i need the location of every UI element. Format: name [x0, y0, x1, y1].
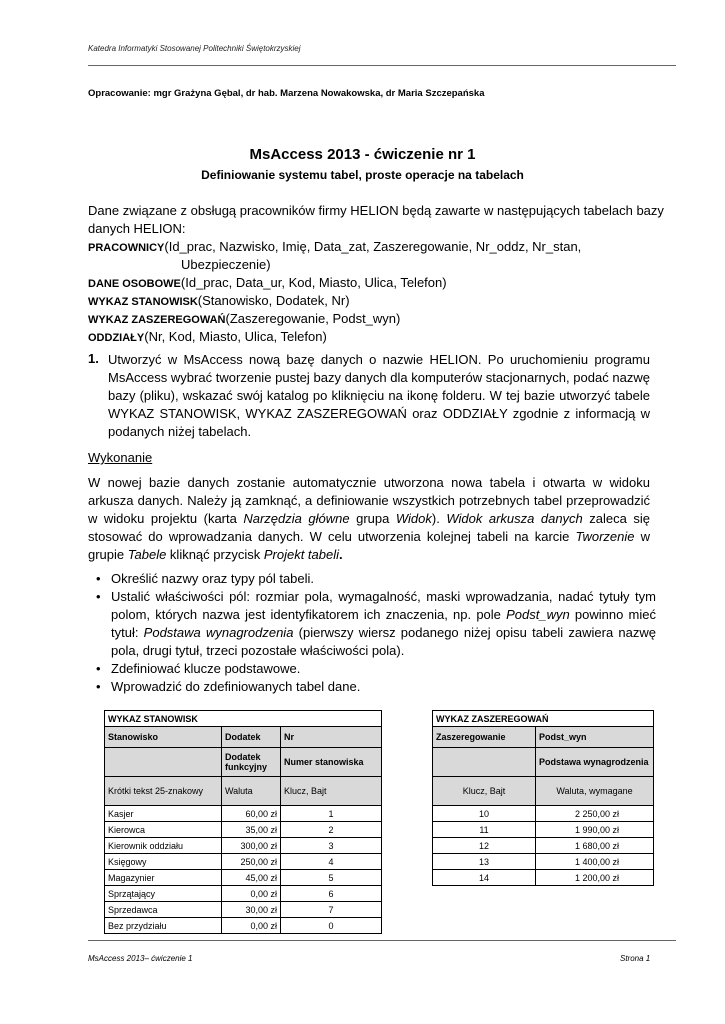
- table-cell: Magazynier: [105, 870, 222, 886]
- list-item: [88, 570, 668, 588]
- table-cell: 3: [281, 838, 382, 854]
- table-row: [433, 870, 654, 886]
- table-cell: Kierownik oddziału: [105, 838, 222, 854]
- schema-oddzialy: [88, 328, 327, 347]
- schema-pracownicy-cont: Ubezpieczenie): [181, 257, 271, 272]
- column-header: Nr: [281, 727, 382, 748]
- list-item-text: Określić nazwy oraz typy pól tabeli.: [111, 571, 315, 586]
- table-cell: 4: [281, 854, 382, 870]
- table-row: [433, 838, 654, 854]
- table-cell: Bez przydziału: [105, 918, 222, 934]
- table-cell: 1: [281, 806, 382, 822]
- page-number: Strona 1: [620, 954, 651, 963]
- schema-fields: (Zaszeregowanie, Podst_wyn): [225, 311, 401, 326]
- schema-name: WYKAZ ZASZEREGOWAŃ: [88, 314, 226, 326]
- table-row: [105, 806, 382, 822]
- schema-name: PRACOWNICY: [88, 242, 165, 254]
- schema-name: DANE OSOBOWE: [88, 278, 181, 290]
- table-cell: 0,00 zł: [222, 918, 281, 934]
- text-run: kliknąć przycisk: [166, 547, 264, 562]
- column-caption: Podstawa wynagrodzenia: [536, 748, 654, 777]
- schema-fields: (Stanowisko, Dodatek, Nr): [197, 293, 350, 308]
- bullet-icon: •: [96, 571, 101, 586]
- table-cell: 6: [281, 886, 382, 902]
- text-run-italic: Widok arkusza danych: [446, 511, 583, 526]
- instruction-list: [88, 570, 668, 696]
- table-row: [105, 870, 382, 886]
- table-cell: 300,00 zł: [222, 838, 281, 854]
- table-cell: Księgowy: [105, 854, 222, 870]
- schema-name: WYKAZ STANOWISK: [88, 296, 198, 308]
- table-cell: Kierowca: [105, 822, 222, 838]
- table-cell: 250,00 zł: [222, 854, 281, 870]
- table-cell: 1 400,00 zł: [536, 854, 654, 870]
- list-item-text: [111, 588, 656, 660]
- table-cell: Sprzedawca: [105, 902, 222, 918]
- text-run: Ustalić właściwości pól: rozmiar pola, wymagalność, maski wprowadzania, nadać tytuły tym polom, których nazwa jest identyfikatorem ich znaczenia, np. pole: [111, 589, 656, 622]
- text-run-italic: Tworzenie: [575, 529, 635, 544]
- text-run-italic: Podstawa wynagrodzenia: [143, 625, 294, 640]
- text-run: .: [339, 547, 343, 562]
- wykonanie-paragraph: [88, 474, 650, 564]
- bullet-icon: •: [96, 661, 101, 676]
- column-caption: [433, 748, 536, 777]
- table-wykaz-stanowisk: [104, 710, 382, 934]
- table-cell: Kasjer: [105, 806, 222, 822]
- task-number: 1.: [88, 351, 99, 366]
- table-cell: 1 680,00 zł: [536, 838, 654, 854]
- table-row: [105, 822, 382, 838]
- table-cell: 7: [281, 902, 382, 918]
- intro-paragraph: Dane związane z obsługą pracowników firmy HELION będą zawarte w następujących tabelach bazy danych HELION:: [88, 203, 664, 236]
- table-row: [105, 886, 382, 902]
- table-wykaz-zaszeregowan: [432, 710, 654, 886]
- table-cell: 60,00 zł: [222, 806, 281, 822]
- text-run: (pierwszy wiersz podanego niżej opisu tabeli zawiera nazwę pola, drugi tytuł, trzeci pozostałe właściwości pola).: [111, 625, 656, 658]
- column-properties: Klucz, Bajt: [433, 777, 536, 806]
- column-properties: Krótki tekst 25-znakowy: [105, 777, 222, 806]
- text-run: grupa: [349, 511, 396, 526]
- table-cell: 12: [433, 838, 536, 854]
- column-properties: Klucz, Bajt: [281, 777, 382, 806]
- table-cell: 0,00 zł: [222, 886, 281, 902]
- table-row: [105, 918, 382, 934]
- task-1-text: Utworzyć w MsAccess nową bazę danych o nazwie HELION. Po uruchomieniu programu MsAccess wybrać tworzenie pustej bazy danych dla komputerów stacjonarnych, podać nazwę bazy (pliku), wskazać swój katalog po kliknięciu na ikonę folderu. W tej bazie utworzyć tabele WYKAZ STANOWISK, WYKAZ ZASZEREGOWAŃ oraz ODDZIAŁY zgodnie z informacją w podanych niżej tabelach.: [108, 352, 650, 439]
- table-cell: 2: [281, 822, 382, 838]
- table-cell: 2 250,00 zł: [536, 806, 654, 822]
- text-run: W nowej bazie danych zostanie automatycznie utworzona nowa tabela i otwarta w widoku arkusza danych. Należy ją zamknąć, a definiowanie wszystkich potrzebnych tabel przeprowadzić w widoku projektu (karta: [88, 475, 650, 526]
- list-item: [88, 678, 668, 696]
- list-item: [88, 660, 668, 678]
- table-row: [433, 806, 654, 822]
- schema-fields: (Id_prac, Nazwisko, Imię, Data_zat, Zaszeregowanie, Nr_oddz, Nr_stan,: [164, 239, 582, 254]
- schema-name: ODDZIAŁY: [88, 332, 145, 344]
- list-item: [88, 588, 656, 660]
- table-row: [105, 902, 382, 918]
- column-header: Podst_wyn: [536, 727, 654, 748]
- schema-wykaz-zaszeregowan: [88, 310, 400, 329]
- text-run-italic: Podst_wyn: [506, 607, 570, 622]
- column-properties: Waluta: [222, 777, 281, 806]
- bullet-icon: •: [96, 679, 101, 694]
- column-properties: Waluta, wymagane: [536, 777, 654, 806]
- column-caption: Numer stanowiska: [281, 748, 382, 777]
- text-run-italic: Widok: [395, 511, 432, 526]
- text-run: ).: [431, 511, 447, 526]
- column-header: Stanowisko: [105, 727, 222, 748]
- text-run: zaleca się stosować do wprowadzania danych. W celu utworzenia kolejnej tabeli na karcie: [88, 511, 650, 544]
- schema-pracownicy: [88, 238, 581, 257]
- table-cell: 1 990,00 zł: [536, 822, 654, 838]
- document-title: MsAccess 2013 - ćwiczenie nr 1: [249, 146, 476, 163]
- header-rule: [88, 65, 676, 66]
- table-row: [433, 822, 654, 838]
- footer-rule: [88, 940, 676, 941]
- table-row: [105, 854, 382, 870]
- table-cell: 30,00 zł: [222, 902, 281, 918]
- text-run: powinno mieć tytuł:: [111, 607, 656, 640]
- table-cell: 45,00 zł: [222, 870, 281, 886]
- table-cell: Sprzątający: [105, 886, 222, 902]
- table-cell: 11: [433, 822, 536, 838]
- schema-wykaz-stanowisk: [88, 292, 350, 311]
- table-row: [105, 838, 382, 854]
- text-run-italic: Projekt tabeli: [263, 547, 339, 562]
- table-cell: 35,00 zł: [222, 822, 281, 838]
- table-cell: 1 200,00 zł: [536, 870, 654, 886]
- column-caption: Dodatek funkcyjny: [222, 748, 281, 777]
- page-header: Katedra Informatyki Stosowanej Politechniki Świętokrzyskiej: [88, 44, 301, 53]
- column-header: Zaszeregowanie: [433, 727, 536, 748]
- bullet-icon: •: [96, 589, 101, 604]
- table-cell: 14: [433, 870, 536, 886]
- column-header: Dodatek: [222, 727, 281, 748]
- table-title: WYKAZ STANOWISK: [105, 711, 382, 727]
- text-run-italic: Narzędzia główne: [243, 511, 350, 526]
- table-cell: 13: [433, 854, 536, 870]
- table-cell: 5: [281, 870, 382, 886]
- authors-line: Opracowanie: mgr Grażyna Gębal, dr hab. Marzena Nowakowska, dr Maria Szczepańska: [88, 88, 485, 99]
- table-cell: 10: [433, 806, 536, 822]
- schema-fields: (Id_prac, Data_ur, Kod, Miasto, Ulica, Telefon): [180, 275, 447, 290]
- schema-fields: (Nr, Kod, Miasto, Ulica, Telefon): [144, 329, 327, 344]
- schema-dane-osobowe: [88, 274, 447, 293]
- column-caption: [105, 748, 222, 777]
- text-run: w grupie: [88, 529, 650, 562]
- document-subtitle: Definiowanie systemu tabel, proste operacje na tabelach: [201, 168, 524, 182]
- text-run-italic: Tabele: [127, 547, 167, 562]
- table-cell: 0: [281, 918, 382, 934]
- list-item-text: Wprowadzić do zdefiniowanych tabel dane.: [111, 679, 361, 694]
- table-title: WYKAZ ZASZEREGOWAŃ: [433, 711, 654, 727]
- list-item-text: Zdefiniować klucze podstawowe.: [111, 661, 301, 676]
- footer-left: MsAccess 2013– ćwiczenie 1: [88, 954, 193, 963]
- wykonanie-heading: Wykonanie: [88, 450, 153, 465]
- table-row: [433, 854, 654, 870]
